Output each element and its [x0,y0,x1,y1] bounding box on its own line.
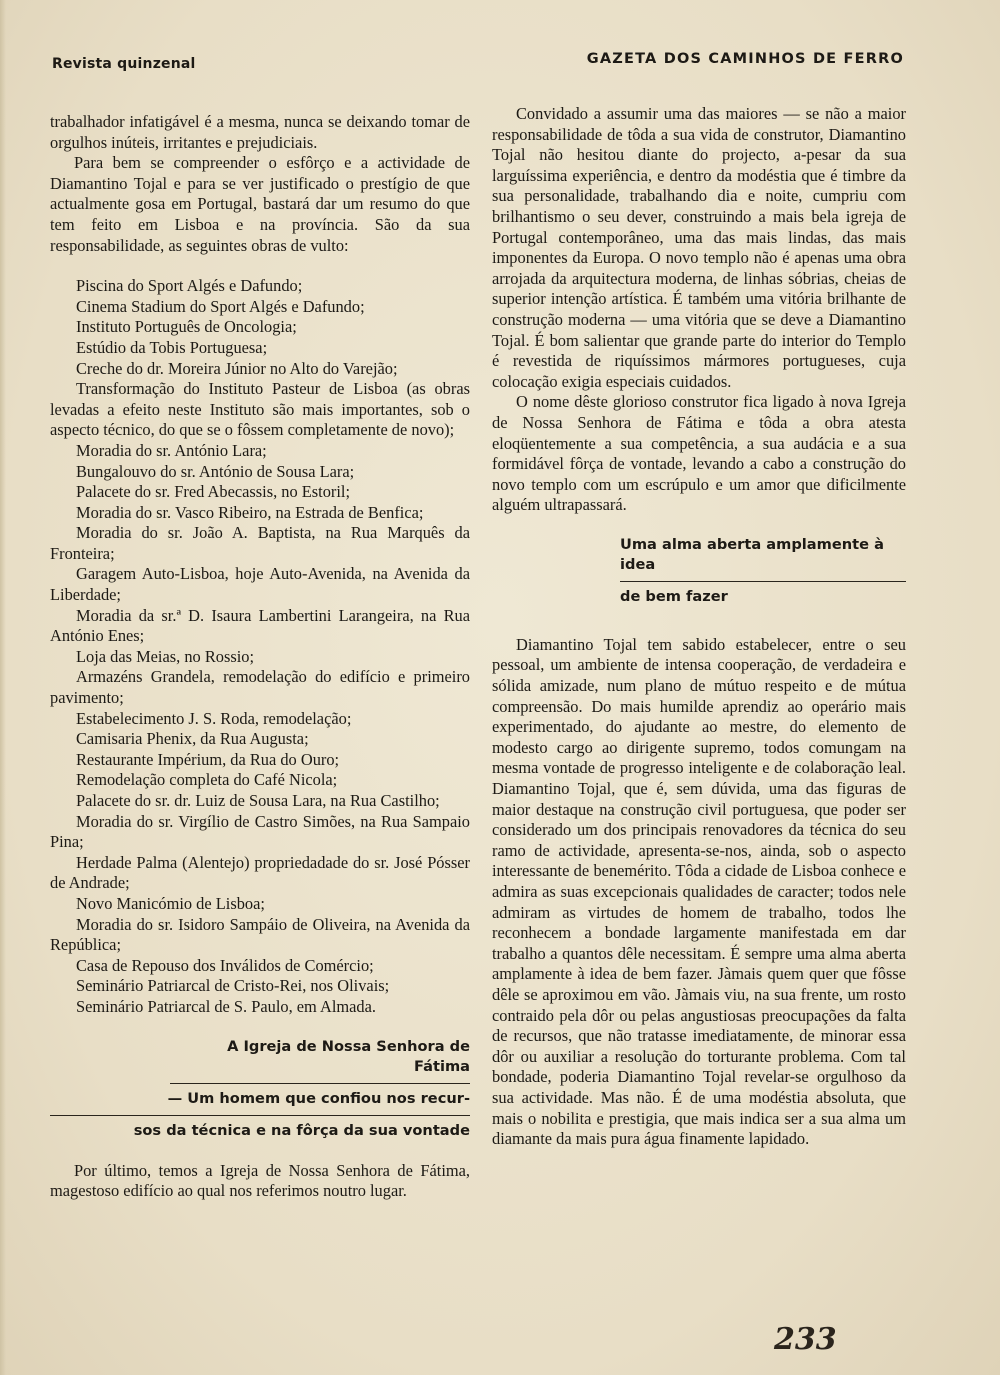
paragraph: Para bem se compreender o esfôrço e a actividade de Diamantino Tojal e para se ver justificado o prestígio de que actualmente gosa em Portugal, bastará dar um resumo do que tem feito em Lisboa e na província. São da sua responsabilidade, as seguintes obras de vulto: [50,153,470,255]
section-heading-line: de bem fazer [620,587,728,605]
works-list-item: Loja das Meias, no Rossio; [76,646,255,666]
section-heading-line: — Um homem que confiou nos recur- [50,1084,470,1116]
works-list-item: Seminário Patriarcal de Cristo-Rei, nos Olivais; [76,976,390,996]
works-list-item: Herdade Palma (Alentejo) propriedadade do sr. José Pósser de Andrade; [50,852,470,893]
page-number: 233 [774,1322,837,1357]
left-column [50,112,470,1202]
works-list-item: Moradia do sr. Isidoro Sampáio de Oliveira, na Avenida da República; [50,914,470,955]
section-heading-line: sos da técnica e na fôrça da sua vontade [133,1121,470,1139]
right-column [492,104,906,1150]
works-list-item: Seminário Patriarcal de S. Paulo, em Almada. [76,996,376,1016]
works-list-item: Creche do dr. Moreira Júnior no Alto do Varejão; [76,358,398,378]
works-list-item: Moradia do sr. Virgílio de Castro Simões, na Rua Sampaio Pina; [50,811,470,852]
paragraph: Convidado a assumir uma das maiores — se não a maior responsabilidade de tôda a sua vida de construtor, Diamantino Tojal não hesitou diante do projecto, a-pesar da sua larguíssima experiência, e dentro da modéstia que é timbre da sua personalidade, trabalhando dia e noite, cumpriu com brilhantismo o seu dever, construindo a mais bela igreja de Portugal contemporâneo, uma das mais lindas, das mais imponentes da Europa. O novo templo não é apenas uma obra arrojada da arquitectura moderna, de linhas sóbrias, cheias de superior intenção artística. É também uma vitória brilhante de construção moderna — uma vitória que se deve a Diamantino Tojal. É bom salientar que grande parte do interior do Templo é revestida de riquíssimos mármores portugueses, cuja colocação exigia especiais cuidados. [492,104,906,391]
running-head-right: GAZETA DOS CAMINHOS DE FERRO [586,51,904,67]
works-list-item: Palacete do sr. dr. Luiz de Sousa Lara, na Rua Castilho; [76,791,440,810]
works-list-item: Transformação do Instituto Pasteur de Lisboa (as obras levadas a efeito neste Instituto são mais importantes, sob o aspecto técnico, do que se o fôssem completamente de novo); [50,379,470,440]
works-list-item: Novo Manicómio de Lisboa; [76,893,265,913]
section-heading-line: A Igreja de Nossa Senhora de Fátima [170,1032,470,1084]
paragraph: O nome dêste glorioso construtor fica ligado à nova Igreja de Nossa Senhora de Fátima e tôda a obra atesta eloqüentemente a sua competência, a sua audácia e a sua formidável fôrça de vontade, levando a cabo a construção do novo templo com um escrúpulo e um amor que dificilmente alguém ultrapassará. [492,392,906,515]
works-list-item: Moradia do sr. Vasco Ribeiro, na Estrada de Benfica; [76,502,424,522]
works-list-item: Casa de Repouso dos Inválidos de Comércio; [76,955,374,975]
works-list-item: Garagem Auto-Lisboa, hoje Auto-Avenida, na Avenida da Liberdade; [50,564,470,605]
works-list-item: Piscina do Sport Algés e Dafundo; [76,276,303,296]
works-list-item: Moradia do sr. João A. Baptista, na Rua Marquês da Fronteira; [50,523,470,563]
works-list-item: Palacete do sr. Fred Abecassis, no Estoril; [76,482,351,502]
works-list-item: Bungalouvo do sr. António de Sousa Lara; [76,461,355,481]
works-list-item: Armazéns Grandela, remodelação do edifício e primeiro pavimento; [50,667,470,708]
paragraph: Por último, temos a Igreja de Nossa Senhora de Fátima, magestoso edifício ao qual nos referimos noutro lugar. [50,1160,470,1201]
paragraph: Diamantino Tojal tem sabido estabelecer, entre o seu pessoal, um ambiente de intensa cooperação, de verdadeira e sólida amizade, num plano de mútuo respeito e de mútua compreensão. Do mais humilde aprendiz ao operário mais experimentado, do ajudante ao mestre, do elemento de modesto cargo ao dirigente supremo, todos comungam na mesma vontade de progresso inteligente e de colaboração leal. Diamantino Tojal, que é, sem dúvida, uma das figuras de maior destaque na construção civil portuguesa, que poder ser considerado um dos principais renovadores da técnica do seu ramo de actividade, apresenta-se-nos, ainda, sob o aspecto interessante de benemérito. Tôda a cidade de Lisboa conhece e admira as suas excepcionais qualidades de caracter; todos nele admiram as virtudes de homem de trabalho, todos lhe reconhecem a bondade largamente manifestada em dar trabalho a quantos dêle necessitam. É sempre uma alma aberta amplamente à idea de bem fazer. Jàmais quem quer que fôsse dêle se aproximou em vão. Jàmais viu, na sua frente, um rosto contraido pela dôr ou pelas angustiosas preocupações da falta de recursos, que não tratasse imediatamente, de minorar essa dôr ou auxiliar a resolução do torturante problema. Com tal bondade, poderia Diamantino Tojal revelar-se orgulhoso da sua actividade. Mas não. É de uma modéstia absoluta, que mais o nobilita e prestigia, que mais indica ser a sua alma um diamante da mais pura água finamente lapidado. [492,634,906,1149]
section-heading-line: Uma alma aberta amplamente à idea [620,530,906,582]
works-list-item: Camisaria Phenix, da Rua Augusta; [76,729,309,749]
works-list [50,276,470,1017]
section-heading-igreja [50,1032,470,1147]
works-list-item: Instituto Português de Oncologia; [76,317,297,337]
works-list-item: Restaurante Impérium, da Rua do Ouro; [76,749,340,769]
works-list-item: Remodelação completa do Café Nicola; [76,770,338,790]
works-list-item: Estabelecimento J. S. Roda, remodelação; [76,708,352,728]
running-head-left: Revista quinzenal [52,56,196,72]
section-heading-alma [492,530,906,613]
paragraph: trabalhador infatigável é a mesma, nunca se deixando tomar de orgulhos inúteis, irritantes e prejudiciais. [50,112,470,152]
works-list-item: Moradia do sr. António Lara; [76,440,267,460]
binding-edge [0,0,6,1375]
works-list-item: Cinema Stadium do Sport Algés e Dafundo; [76,296,365,316]
works-list-item: Moradia da sr.ª D. Isaura Lambertini Larangeira, na Rua António Enes; [50,605,470,646]
works-list-item: Estúdio da Tobis Portuguesa; [76,337,268,357]
